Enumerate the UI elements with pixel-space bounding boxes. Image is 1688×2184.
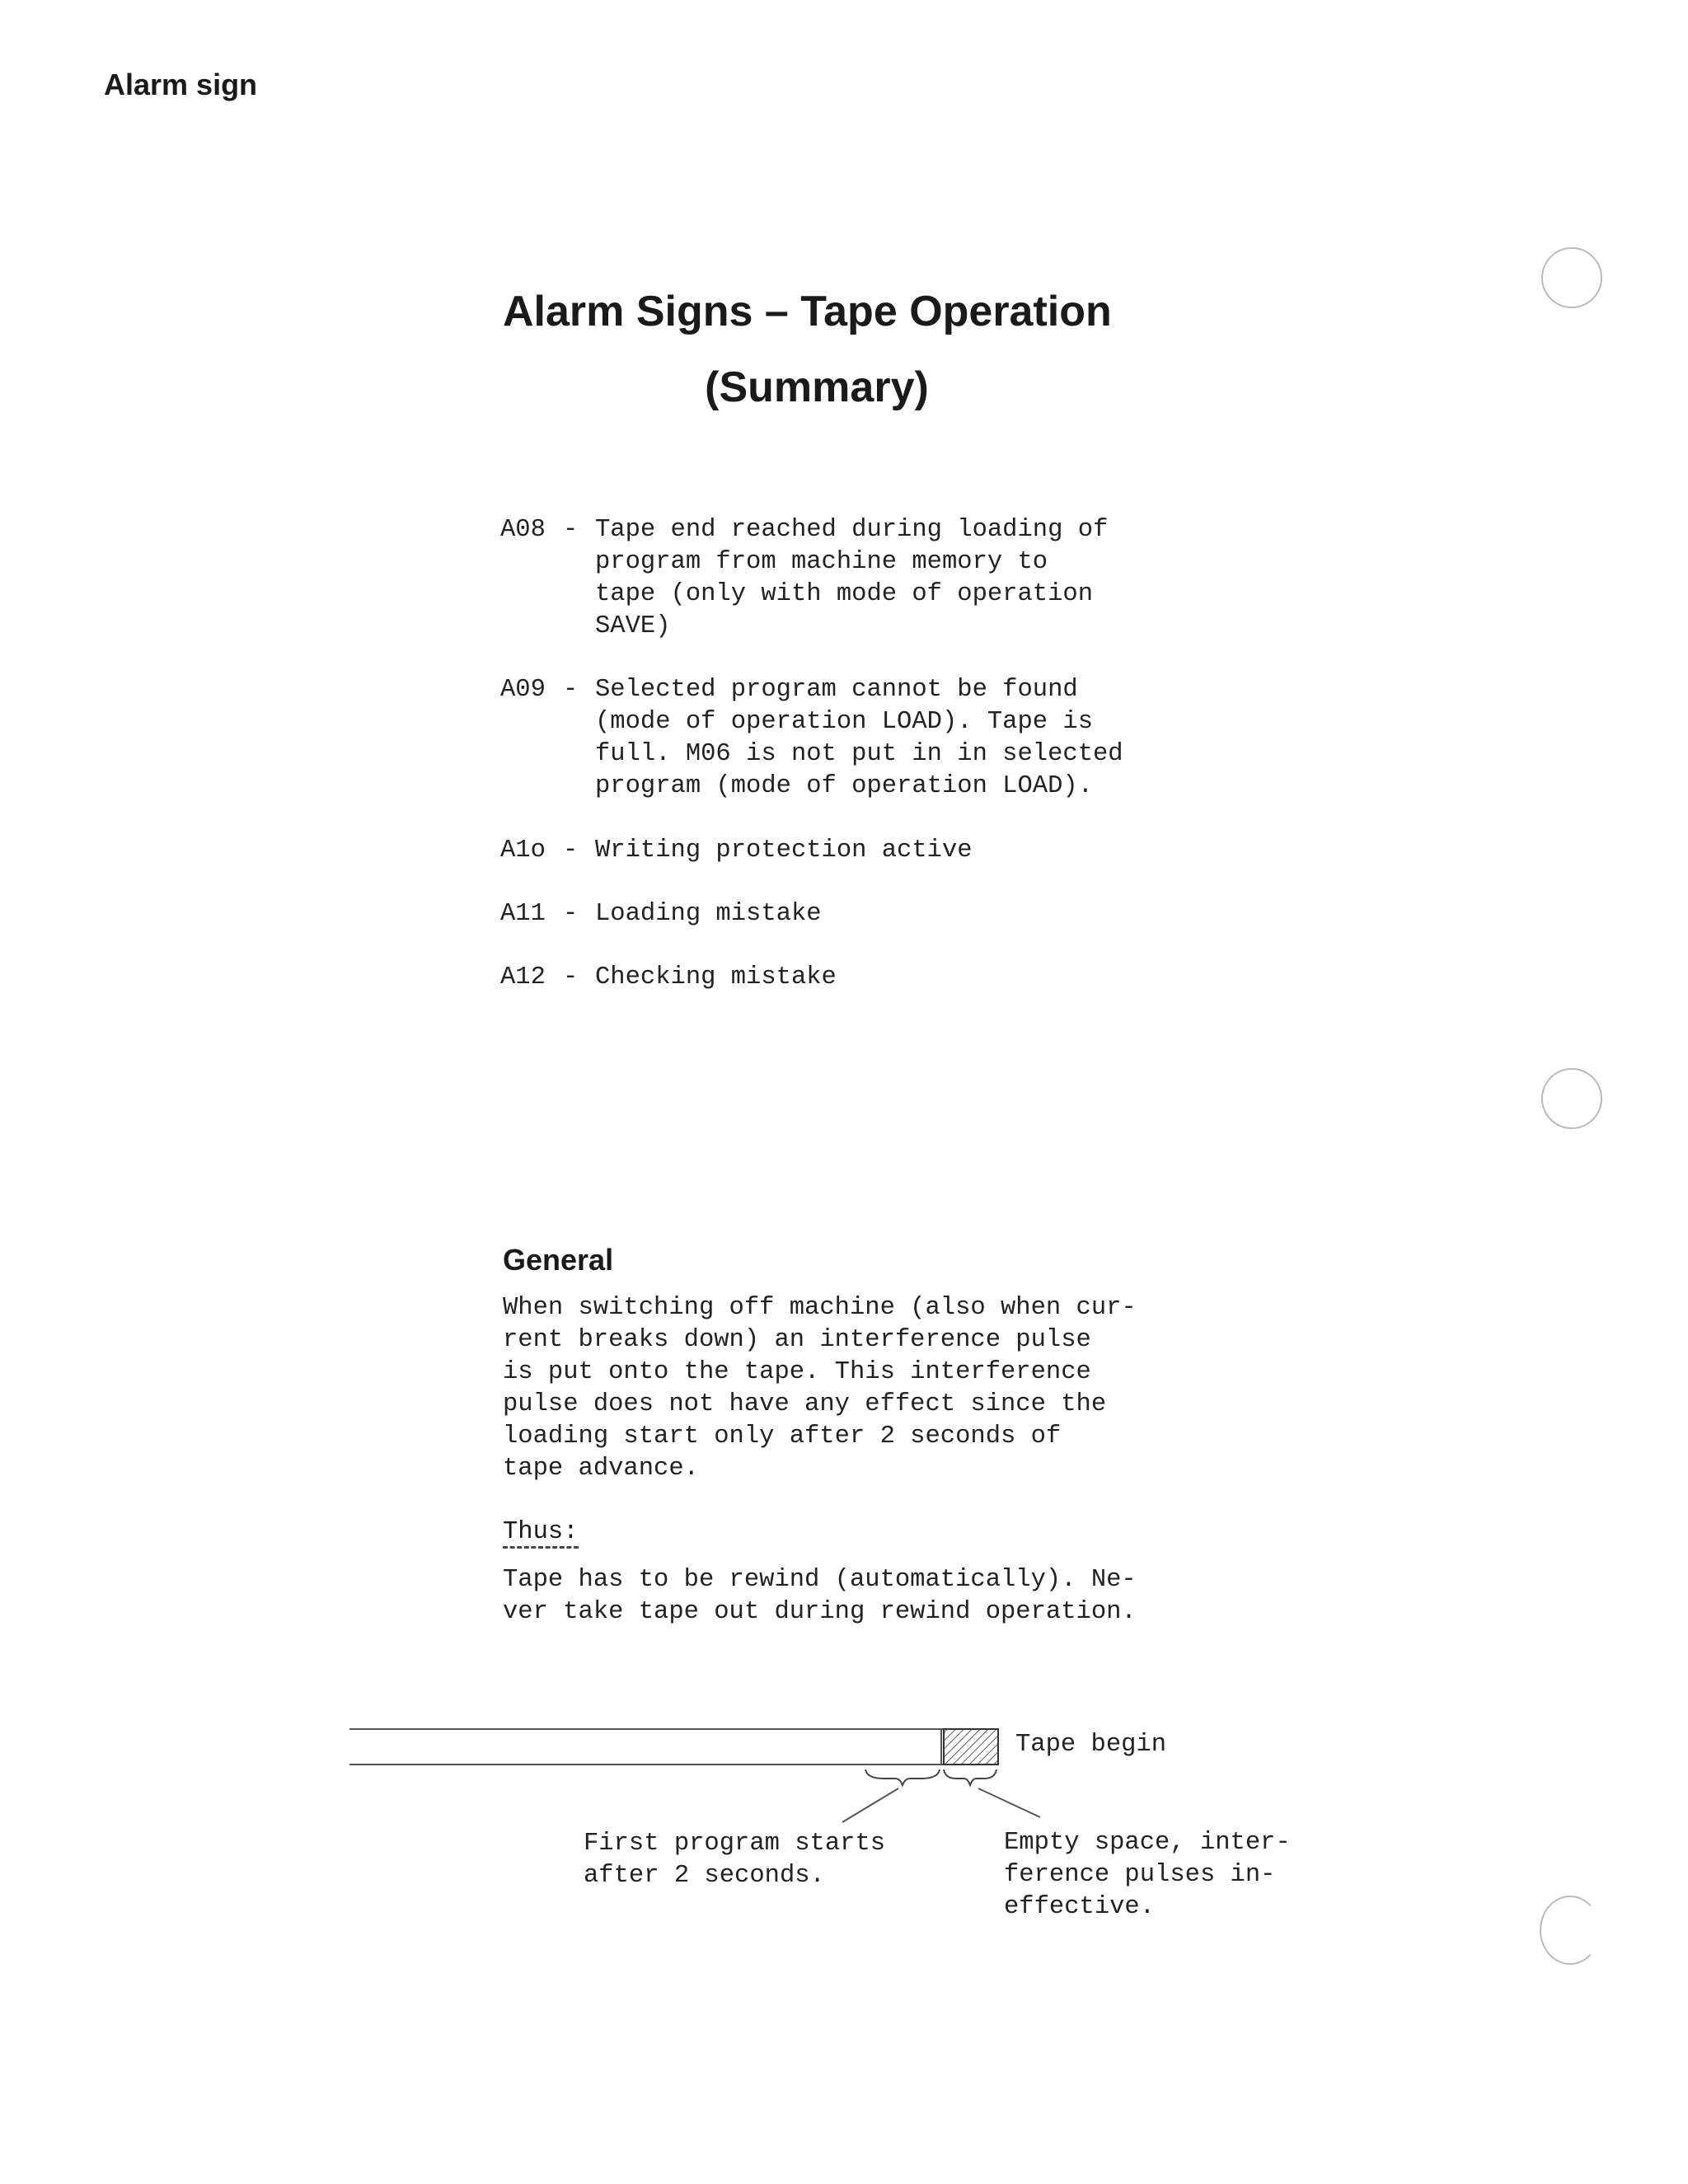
punch-hole-mark <box>1541 1068 1602 1129</box>
alarm-code: A12 <box>500 963 546 991</box>
thus-label: Thus: <box>503 1518 579 1549</box>
general-paragraph: When switching off machine (also when cur- rent breaks down) an interference pulse is put onto the tape. This interference pulse does not have any effect since the loading start only after 2 seconds of tape advance. <box>503 1294 1137 1483</box>
alarm-description: Loading mistake <box>595 900 822 928</box>
tape-strip <box>349 1729 944 1765</box>
alarm-code: A09 <box>500 676 546 704</box>
alarm-code: A1o <box>500 837 546 865</box>
empty-space-brace <box>944 1769 996 1785</box>
first-program-label: First program starts after 2 seconds. <box>584 1830 886 1890</box>
thus-paragraph: Tape has to be rewind (automatically). Ne- ver take tape out during rewind operation. <box>503 1566 1137 1626</box>
alarm-description: Tape end reached during loading of program from machine memory to tape (only with mode of operation SAVE) <box>595 516 1109 640</box>
general-heading: General <box>503 1243 614 1277</box>
first-program-brace <box>865 1769 940 1785</box>
tape-begin-hatch <box>944 1729 998 1765</box>
page-title: Alarm Signs – Tape Operation <box>503 288 1112 335</box>
alarm-code: A11 <box>500 900 546 928</box>
alarm-description: Checking mistake <box>595 963 837 991</box>
empty-space-label: Empty space, inter- ference pulses in- effective. <box>1004 1829 1291 1921</box>
alarm-description: Writing protection active <box>595 837 973 865</box>
section-header: Alarm sign <box>104 68 258 101</box>
alarm-code: A08 <box>500 516 546 544</box>
punch-hole-mark <box>1541 247 1602 308</box>
tape-begin-label: Tape begin <box>1015 1731 1167 1759</box>
alarm-description: Selected program cannot be found (mode of operation LOAD). Tape is full. M06 is not put in in selected program (mode of operation LOAD). <box>595 676 1123 800</box>
empty-space-pointer <box>978 1788 1040 1817</box>
page-subtitle: (Summary) <box>705 363 929 411</box>
first-program-pointer <box>842 1788 898 1822</box>
punch-hole-mark <box>1540 1896 1601 1965</box>
